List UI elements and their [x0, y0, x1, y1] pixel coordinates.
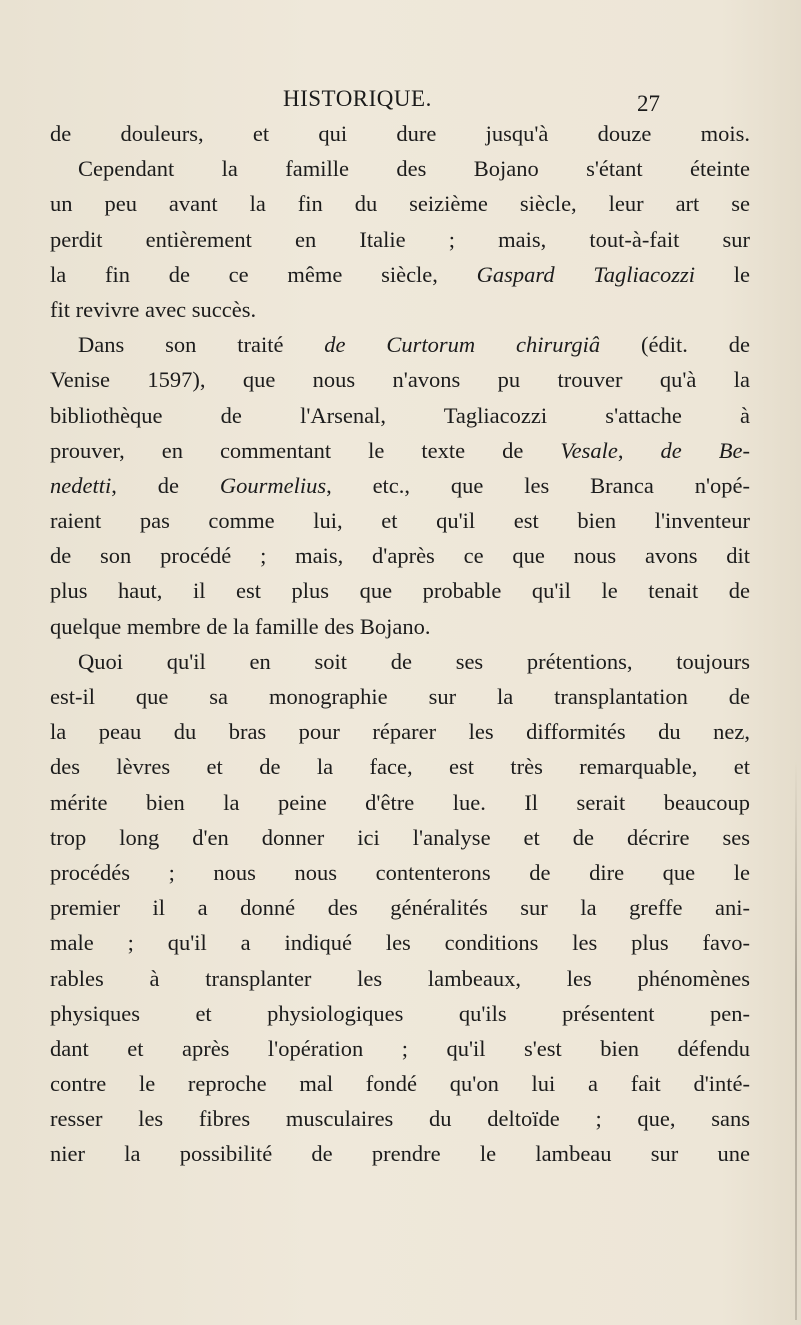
author-name: Gourmelius	[219, 472, 327, 498]
text-line: perdit entièrement en Italie ; mais, tout-à-fait sur	[50, 226, 750, 252]
running-head: HISTORIQUE.	[283, 86, 432, 111]
text-line: trop long d'en donner ici l'analyse et de décrire ses	[50, 824, 750, 850]
text-line	[50, 327, 750, 362]
text-segment: la fin de ce même siècle,	[50, 261, 477, 287]
text-segment: , de	[111, 472, 220, 498]
text-line: fit revivre avec succès.	[50, 296, 257, 322]
text-line: nier la possibilité de prendre le lambeau sur une	[50, 1141, 750, 1167]
text-line: Venise 1597), que nous n'avons pu trouver qu'à la	[50, 367, 750, 393]
text-line: contre le reproche mal fondé qu'on lui a fait d'inté-	[50, 1071, 750, 1097]
text-line: un peu avant la fin du seizième siècle, leur art se	[50, 191, 750, 217]
text-line	[50, 468, 750, 503]
body-text	[50, 116, 750, 1172]
text-segment: prouver, en commentant le texte de	[50, 437, 561, 463]
text-line: rables à transplanter les lambeaux, les phénomènes	[50, 965, 750, 991]
text-line: Quoi qu'il en soit de ses prétentions, toujours	[78, 648, 750, 674]
text-line: male ; qu'il a indiqué les conditions les plus favo-	[50, 930, 750, 956]
author-name: nedetti	[50, 472, 112, 498]
person-name: Gaspard Tagliacozzi	[476, 261, 696, 287]
page-edge-shadow	[795, 760, 797, 1320]
text-line: Cependant la famille des Bojano s'étant éteinte	[78, 156, 750, 182]
text-line: physiques et physiologiques qu'ils présentent pen-	[50, 1000, 750, 1026]
text-segment: (édit. de	[600, 332, 750, 358]
text-line: plus haut, il est plus que probable qu'il le tenait de	[50, 578, 750, 604]
text-line: bibliothèque de l'Arsenal, Tagliacozzi s'attache à	[50, 402, 750, 428]
text-line: premier il a donné des généralités sur la greffe ani-	[50, 895, 750, 921]
text-line: des lèvres et de la face, est très remarquable, et	[50, 754, 750, 780]
text-segment: Dans son traité	[78, 332, 325, 358]
book-title: de Curtorum chirurgiâ	[324, 332, 601, 358]
author-name: de Be-	[660, 437, 750, 463]
text-line: est-il que sa monographie sur la transplantation de	[50, 684, 750, 709]
text-segment: le	[695, 261, 750, 287]
author-name: Vesale	[560, 437, 618, 463]
text-line: de douleurs, et qui dure jusqu'à douze mois.	[50, 121, 750, 146]
text-line: resser les fibres musculaires du deltoïde ; que, sans	[50, 1106, 750, 1132]
text-line: la peau du bras pour réparer les difformités du nez,	[50, 719, 750, 745]
text-line: dant et après l'opération ; qu'il s'est bien défendu	[50, 1035, 750, 1061]
text-line	[50, 257, 750, 292]
text-line: mérite bien la peine d'être lue. Il serait beaucoup	[50, 789, 750, 815]
text-segment: ,	[617, 437, 661, 463]
text-segment: , etc., que les Branca n'opé-	[326, 472, 750, 498]
page-number: 27	[637, 91, 660, 116]
text-line: quelque membre de la famille des Bojano.	[50, 613, 431, 639]
text-line: de son procédé ; mais, d'après ce que nous avons dit	[50, 543, 750, 569]
text-line: procédés ; nous nous contenterons de dire que le	[50, 859, 750, 885]
text-line: raient pas comme lui, et qu'il est bien l'inventeur	[50, 508, 750, 534]
text-line	[50, 433, 750, 468]
